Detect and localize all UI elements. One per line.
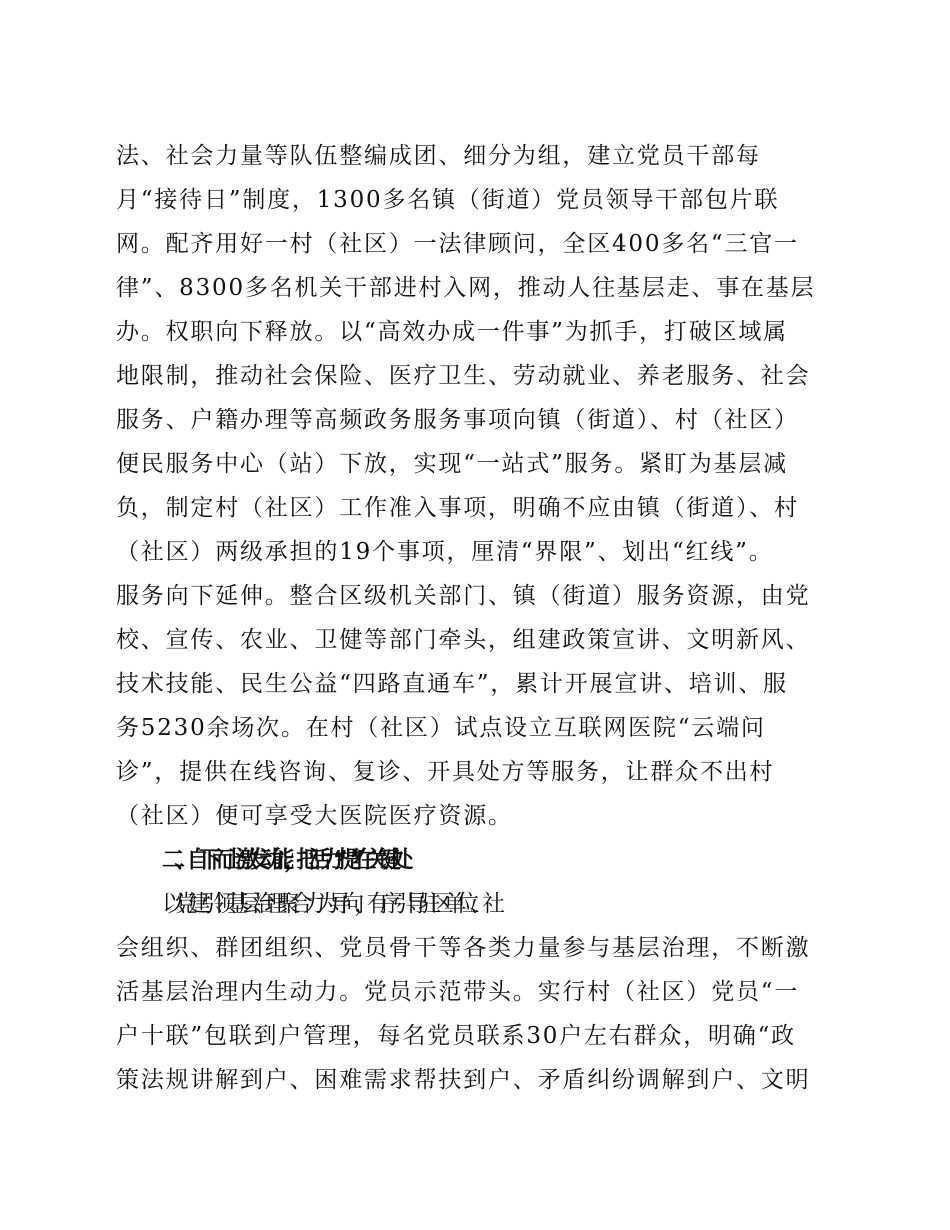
body-text-line: 户十联”包联到户管理，每名党员联系30户左右群众，明确“政	[116, 1023, 796, 1049]
body-text-line: 会组织、群团组织、党员骨干等各类力量参与基层治理，不断激	[116, 935, 811, 961]
body-text-line: 法、社会力量等队伍整编成团、细分为组，建立党员干部每	[116, 143, 761, 169]
body-text-line: 律”、8300多名机关干部进村入网，推动人往基层走、事在基层	[116, 275, 816, 301]
body-text-line: 便民服务中心（站）下放，实现“一站式”服务。紧盯为基层减	[116, 451, 788, 477]
body-text-line: 月“接待日”制度，1300多名镇（街道）党员领导干部包片联	[116, 187, 780, 213]
body-text-line: 策法规讲解到户、困难需求帮扶到户、矛盾纠纷调解到户、文明	[116, 1067, 811, 1093]
section-heading: 二、自下而上激发动能，把活力“提”在关键处	[162, 847, 403, 873]
body-text-line: 活基层治理内生动力。党员示范带头。实行村（社区）党员“一	[116, 979, 800, 1005]
body-text-line: 负，制定村（社区）工作准入事项，明确不应由镇（街道）、村	[116, 495, 799, 521]
body-text-line: 网。配齐用好一村（社区）一法律顾问，全区400多名“三官一	[116, 231, 799, 257]
body-text-line: （社区）两级承担的19个事项，厘清“界限”、划出“红线”。	[116, 539, 774, 565]
body-text-line: 技术技能、民生公益“四路直通车”，累计开展宣讲、培训、服	[116, 671, 788, 697]
body-text-line: 服务、户籍办理等高频政务服务事项向镇（街道）、村（社区）	[116, 407, 799, 433]
body-text-line: （社区）便可享受大医院医疗资源。	[116, 803, 513, 829]
body-text-line: 地限制，推动社会保险、医疗卫生、劳动就业、养老服务、社会	[116, 363, 811, 389]
body-text-line: 诊”，提供在线咨询、复诊、开具处方等服务，让群众不出村	[116, 759, 775, 785]
body-text-line: 以党建引领基层治理聚合力为导向，有序引导驻区单位、社	[162, 891, 495, 917]
body-text-line: 务5230余场次。在村（社区）试点设立互联网医院“云端问	[116, 715, 766, 741]
body-text-line: 办。权职向下释放。以“高效办成一件事”为抓手，打破区域属	[116, 319, 788, 345]
body-text-line: 服务向下延伸。整合区级机关部门、镇（街道）服务资源，由党	[116, 583, 811, 609]
body-text-line: 校、宣传、农业、卫健等部门牵头，组建政策宣讲、文明新风、	[116, 627, 811, 653]
